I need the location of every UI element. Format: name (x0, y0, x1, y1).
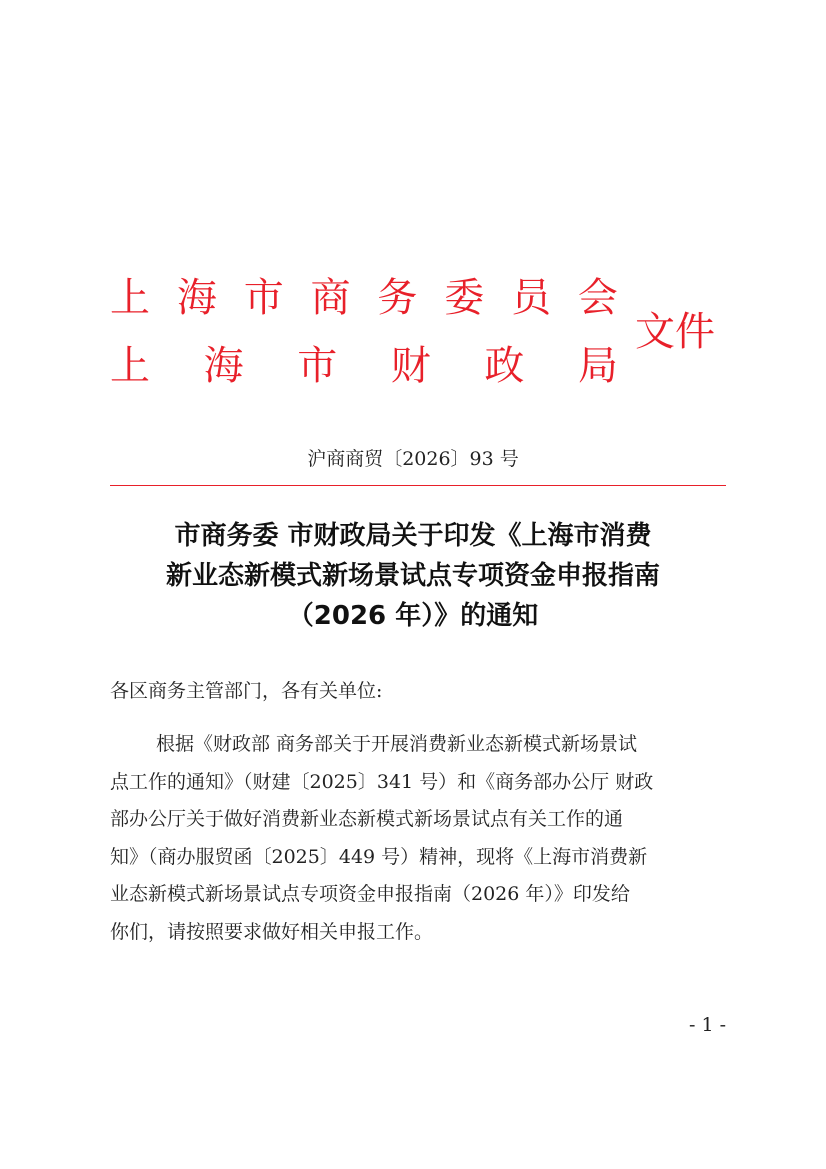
body-line: 知》（商办服贸函〔2025〕449 号）精神，现将《上海市消费新 (110, 845, 648, 868)
issuer-char: 上 (110, 343, 150, 389)
title-line: （2026 年）》的通知 (287, 601, 539, 631)
body-line: 根据《财政部 商务部关于开展消费新业态新模式新场景试 (156, 733, 638, 755)
letterhead-suffix: 文件 (635, 309, 715, 355)
body-line: 部办公厅关于做好消费新业态新模式新场景试点有关工作的通 (110, 808, 624, 830)
title-line: 新业态新模式新场景试点专项资金申报指南 (165, 561, 660, 591)
body-line: 你们，请按照要求做好相关申报工作。 (110, 920, 434, 943)
issuer-char: 局 (577, 343, 618, 389)
document-number: 沪商商贸〔2026〕93 号 (307, 448, 519, 470)
issuer-char: 商 (310, 275, 351, 321)
issuer-char: 员 (511, 275, 552, 321)
issuer-char: 海 (176, 275, 217, 321)
notice-title (100, 516, 726, 636)
issuer-char: 市 (297, 343, 338, 389)
body-paragraph (110, 726, 730, 951)
body-line: 点工作的通知》（财建〔2025〕341 号）和《商务部办公厅 财政 (110, 770, 654, 793)
body-line: 业态新模式新场景试点专项资金申报指南（2026 年）》印发给 (110, 883, 630, 905)
salutation: 各区商务主管部门，各有关单位: (110, 680, 383, 702)
issuer-line-finance-bureau (110, 344, 618, 388)
issuer-line-commerce-commission (110, 276, 618, 320)
red-separator-line (110, 485, 726, 486)
page-number: - 1 - (688, 1014, 726, 1036)
issuer-char: 海 (203, 343, 244, 389)
issuer-char: 委 (444, 275, 485, 321)
issuer-char: 会 (577, 275, 618, 321)
issuer-char: 上 (110, 275, 150, 321)
issuer-char: 市 (243, 275, 284, 321)
title-line: 市商务委 市财政局关于印发《上海市消费 (174, 521, 652, 551)
issuer-char: 财 (390, 343, 431, 389)
issuer-char: 务 (377, 275, 418, 321)
issuer-char: 政 (484, 343, 525, 389)
